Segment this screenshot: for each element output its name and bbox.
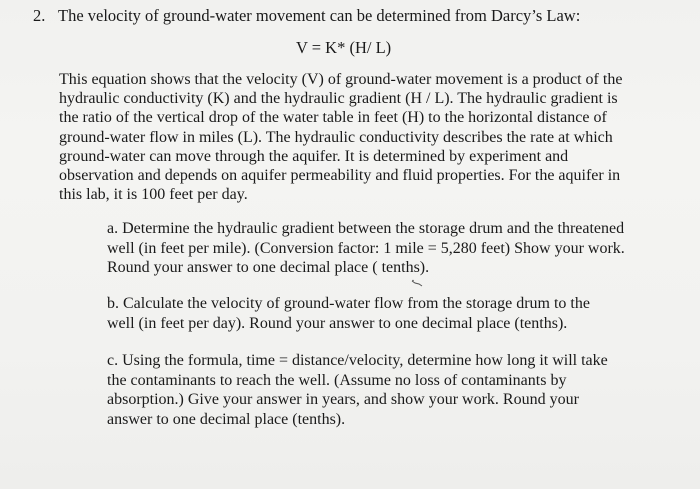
part-b-line: well (in feet per day). Round your answer to one decimal place (tenths). <box>107 314 568 332</box>
paragraph-line: observation and depends on aquifer permeability and fluid properties. For the aquifer in <box>59 167 621 185</box>
part-a <box>107 219 625 278</box>
paragraph-line: the ratio of the vertical drop of the water table in feet (H) to the horizontal distance of <box>59 109 607 127</box>
part-c-line: answer to one decimal place (tenths). <box>107 410 346 428</box>
darcy-law-formula: V = K* (H/ L) <box>296 38 392 57</box>
part-a-line: a. Determine the hydraulic gradient between the storage drum and the threatened <box>107 220 625 237</box>
part-c-line: absorption.) Give your answer in years, and show your work. Round your <box>107 391 579 408</box>
paragraph-line: ground-water flow in miles (L). The hydraulic conductivity describes the rate at which <box>59 128 613 146</box>
paragraph-line: hydraulic conductivity (K) and the hydraulic gradient (H / L). The hydraulic gradient is <box>59 90 618 108</box>
pen-mark <box>411 279 423 287</box>
part-a-line: well (in feet per mile). (Conversion factor: 1 mile = 5,280 feet) Show your work. <box>107 239 625 257</box>
question-number: 2. <box>33 6 46 25</box>
paragraph-line: this lab, it is 100 feet per day. <box>59 186 248 204</box>
question-heading-text: The velocity of ground-water movement can be determined from Darcy’s Law: <box>58 6 581 25</box>
explanation-paragraph <box>59 70 649 204</box>
part-c-line: the contaminants to reach the well. (Assume no loss of contaminants by <box>107 371 567 389</box>
paragraph-line: ground-water can move through the aquifer. It is determined by experiment and <box>59 147 569 165</box>
part-b-line: b. Calculate the velocity of ground-water flow from the storage drum to the <box>107 295 590 312</box>
part-a-line: Round your answer to one decimal place ( tenths). <box>107 259 430 276</box>
part-c-line: c. Using the formula, time = distance/velocity, determine how long it will take <box>107 352 608 369</box>
question-heading <box>33 6 580 26</box>
part-c <box>107 351 608 429</box>
part-b <box>107 294 590 333</box>
paragraph-line: This equation shows that the velocity (V) of ground-water movement is a product of the <box>59 71 623 88</box>
